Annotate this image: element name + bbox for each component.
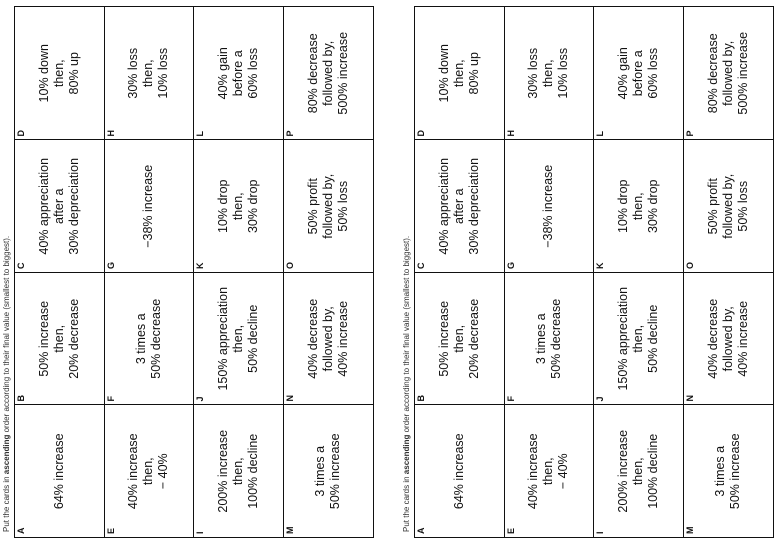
card-o (284, 140, 374, 273)
card-letter: H (105, 130, 116, 137)
card-text: 50% profit followed by, 50% loss (305, 173, 350, 239)
card-text: 40% appreciation after a 30% depreciation (436, 157, 481, 255)
instruction-keyword: ascending (2, 434, 11, 475)
card-text: 64% increase (51, 433, 66, 510)
card-text: 80% decrease followed by, 500% increase (705, 31, 750, 115)
card-text: 3 times a 50% decrease (133, 298, 163, 379)
card-letter: K (595, 262, 605, 269)
card-text: 30% loss then, 10% loss (526, 47, 571, 99)
card-letter: M (284, 526, 295, 534)
card-i (194, 405, 284, 538)
card-i (594, 405, 684, 538)
card-letter: B (416, 395, 426, 402)
card-e (105, 405, 195, 538)
card-text: 200% increase then, 100% decline (215, 429, 260, 513)
card-l (594, 7, 684, 140)
card-text: 40% increase then, − 40% (126, 433, 171, 510)
card-text: 10% down then, 80% up (36, 44, 81, 103)
card-letter: A (416, 527, 426, 534)
rotated-sheet (0, 0, 380, 540)
instruction-suffix: order according to their final value (smallest to biggest). (2, 235, 11, 435)
card-a (15, 405, 105, 538)
instruction-prefix: Put the cards in (402, 474, 411, 532)
card-text: 10% drop then, 30% drop (615, 179, 660, 234)
card-letter: K (195, 262, 205, 269)
card-letter: I (195, 531, 205, 534)
card-text: 80% decrease followed by, 500% increase (305, 31, 350, 115)
card-e (505, 405, 595, 538)
worksheet-page-left (0, 0, 380, 540)
card-letter: O (284, 261, 295, 269)
card-c (15, 140, 105, 273)
card-text: 40% decrease followed by, 40% increase (305, 298, 350, 379)
card-d (15, 7, 105, 140)
card-p (684, 7, 774, 140)
card-text: 40% appreciation after a 30% depreciation (36, 157, 81, 255)
card-text: −38% increase (541, 164, 556, 248)
card-text: 50% profit followed by, 50% loss (705, 173, 750, 239)
card-a (415, 405, 505, 538)
card-grid (414, 6, 774, 538)
card-text: 50% increase then, 20% decrease (436, 298, 481, 379)
card-letter: I (595, 531, 605, 534)
card-text: 3 times a 50% increase (713, 433, 743, 510)
card-letter: J (195, 396, 205, 402)
card-letter: P (684, 130, 695, 137)
card-text: 10% down then, 80% up (436, 44, 481, 103)
card-h (105, 7, 195, 140)
card-text: −38% increase (141, 164, 156, 248)
card-text: 64% increase (451, 433, 466, 510)
card-letter: N (684, 395, 695, 402)
card-letter: E (105, 527, 116, 534)
card-text: 50% increase then, 20% decrease (36, 298, 81, 379)
card-letter: C (16, 262, 26, 269)
card-letter: D (16, 130, 26, 137)
instruction-text (0, 236, 14, 532)
card-letter: F (105, 396, 116, 402)
rotated-sheet (400, 0, 780, 540)
card-text: 30% loss then, 10% loss (126, 47, 171, 99)
card-n (684, 272, 774, 405)
card-n (284, 272, 374, 405)
card-letter: N (284, 395, 295, 402)
card-letter: J (595, 396, 605, 402)
card-p (284, 7, 374, 140)
card-letter: B (16, 395, 26, 402)
card-text: 3 times a 50% increase (313, 433, 343, 510)
card-letter: G (505, 261, 516, 269)
card-letter: G (105, 261, 116, 269)
card-l (194, 7, 284, 140)
card-text: 40% increase then, − 40% (526, 433, 571, 510)
card-j (594, 272, 684, 405)
card-h (505, 7, 595, 140)
card-letter: A (16, 527, 26, 534)
card-d (415, 7, 505, 140)
instruction-prefix: Put the cards in (2, 474, 11, 532)
card-letter: F (505, 396, 516, 402)
card-letter: M (684, 526, 695, 534)
card-text: 150% appreciation then, 50% decline (615, 286, 660, 391)
card-g (105, 140, 195, 273)
instruction-suffix: order according to their final value (smallest to biggest). (402, 235, 411, 435)
card-m (684, 405, 774, 538)
instruction-keyword: ascending (402, 434, 411, 475)
card-b (15, 272, 105, 405)
card-f (105, 272, 195, 405)
card-letter: D (416, 130, 426, 137)
card-letter: E (505, 527, 516, 534)
card-text: 40% gain before a 60% loss (615, 47, 660, 100)
card-f (505, 272, 595, 405)
card-letter: L (595, 131, 605, 137)
card-letter: L (195, 131, 205, 137)
card-g (505, 140, 595, 273)
card-k (594, 140, 684, 273)
card-letter: O (684, 261, 695, 269)
card-text: 150% appreciation then, 50% decline (215, 286, 260, 391)
card-k (194, 140, 284, 273)
card-text: 40% decrease followed by, 40% increase (705, 298, 750, 379)
card-j (194, 272, 284, 405)
card-text: 3 times a 50% decrease (533, 298, 563, 379)
card-grid (14, 6, 374, 538)
instruction-text (400, 236, 414, 532)
card-m (284, 405, 374, 538)
card-text: 10% drop then, 30% drop (215, 179, 260, 234)
card-letter: P (284, 130, 295, 137)
card-letter: H (505, 130, 516, 137)
card-o (684, 140, 774, 273)
card-text: 40% gain before a 60% loss (215, 47, 260, 100)
card-c (415, 140, 505, 273)
card-b (415, 272, 505, 405)
worksheet-page-right (400, 0, 780, 540)
card-text: 200% increase then, 100% decline (615, 429, 660, 513)
card-letter: C (416, 262, 426, 269)
